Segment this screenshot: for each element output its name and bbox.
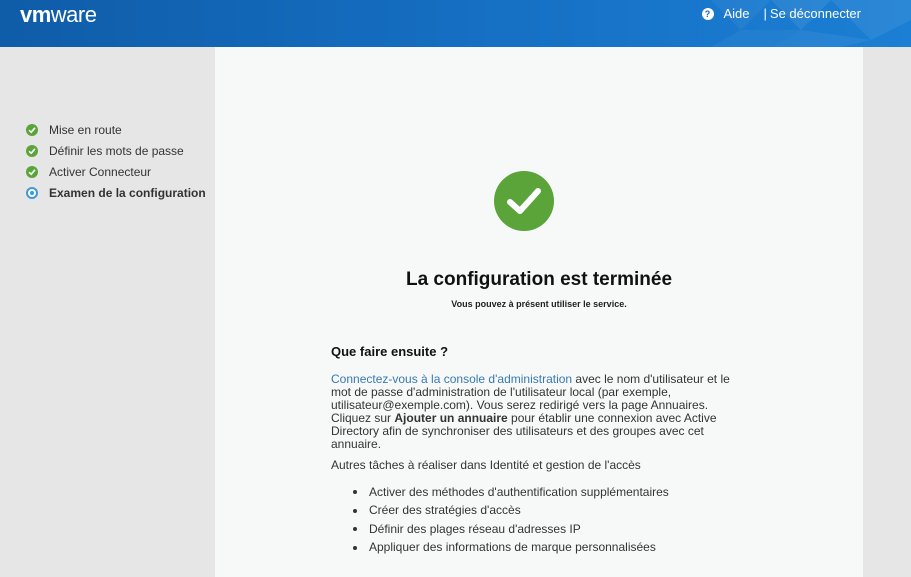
instructions-paragraph (331, 373, 751, 451)
right-margin (863, 47, 911, 577)
step-label: Mise en route (49, 122, 122, 137)
wizard-steps (26, 119, 206, 203)
list-item: Définir des plages réseau d'adresses IP (353, 520, 751, 539)
bullet-icon (353, 546, 357, 550)
step-label: Définir les mots de passe (49, 143, 184, 158)
step-item-review-configuration (26, 182, 206, 203)
check-circle-icon (26, 166, 38, 178)
add-directory-text: Ajouter un annuaire (394, 411, 508, 425)
help-icon[interactable]: ? (702, 8, 714, 20)
bullet-icon (353, 490, 357, 494)
sidebar (0, 47, 215, 577)
task-list (331, 483, 751, 557)
check-circle-icon (26, 124, 38, 136)
step-label: Activer Connecteur (49, 164, 152, 179)
header-separator: | (763, 6, 767, 21)
header-links (702, 6, 862, 21)
list-item: Créer des stratégies d'accès (353, 502, 751, 521)
vmware-logo: vmware (20, 2, 97, 27)
tasks-intro: Autres tâches à réaliser dans Identité et gestion de l'accès (331, 458, 641, 472)
next-steps-title: Que faire ensuite ? (331, 344, 449, 359)
help-link[interactable]: Aide (723, 6, 750, 21)
bullet-icon (353, 509, 357, 513)
instructions-text: avec le nom d'utilisateur et le mot de passe d'administration de l'utilisateur local (par exemple, utilisateur@exemple.com). Vous serez redirigé vers la page Annuaires. Cliquez sur (331, 372, 730, 425)
bullet-icon (353, 527, 357, 531)
page-subtitle: Vous pouvez à présent utiliser le service. (451, 299, 627, 309)
success-check-icon (494, 171, 554, 231)
step-item-activate-connector (26, 161, 206, 182)
step-label: Examen de la configuration (49, 185, 206, 200)
page-title: La configuration est terminée (405, 269, 673, 290)
logout-link[interactable]: Se déconnecter (769, 6, 861, 21)
check-circle-icon (26, 145, 38, 157)
next-steps-section (331, 345, 751, 557)
list-item: Activer des méthodes d'authentification supplémentaires (353, 483, 751, 502)
admin-console-link[interactable]: Connectez-vous à la console d'administration (331, 372, 573, 386)
step-item-getting-started (26, 119, 206, 140)
list-item: Appliquer des informations de marque personnalisées (353, 539, 751, 558)
step-item-set-passwords (26, 140, 206, 161)
header-bar (0, 0, 911, 47)
main-panel (215, 47, 863, 577)
instructions-text-end: pour établir une connexion avec Active Directory afin de synchroniser des utilisateurs et des groupes avec cet annuaire. (331, 411, 717, 451)
radio-current-icon (26, 187, 38, 199)
